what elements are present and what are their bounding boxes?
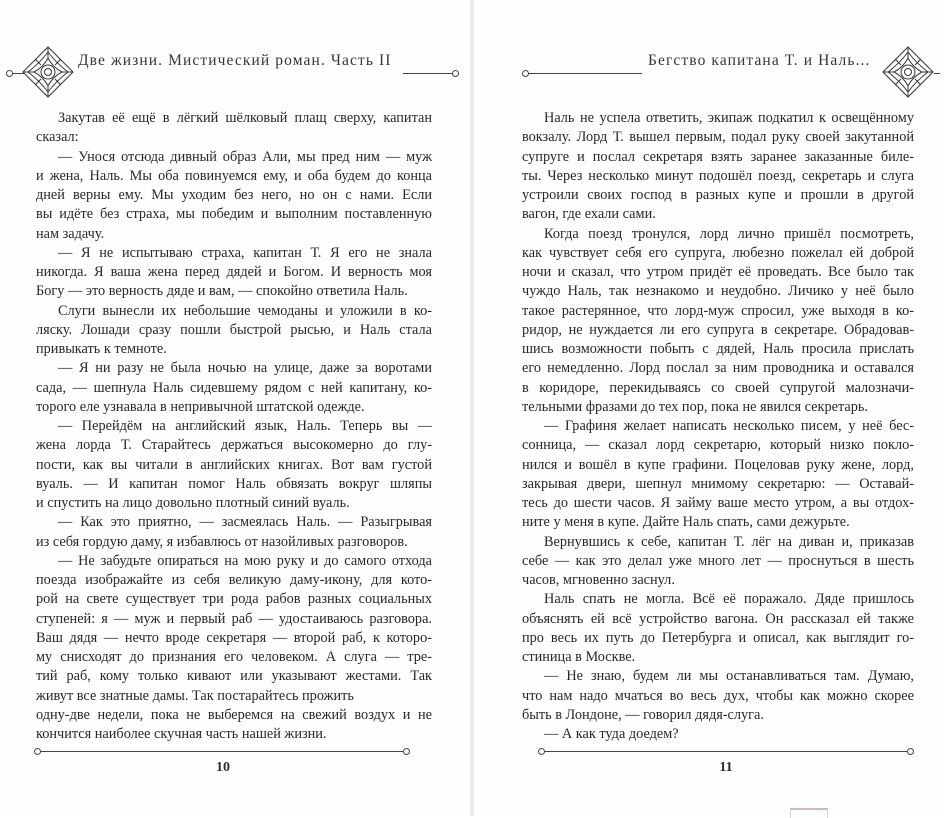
text-line: жена лорда Т. Старайтесь держаться высокомерно до глу- bbox=[36, 437, 432, 454]
text-line: нился и вошёл в купе графини. Поцеловав руку жене, лорд, bbox=[522, 456, 914, 473]
text-line: — Перейдём на английский язык, Наль. Теперь вы — bbox=[58, 418, 432, 434]
right-header-title: Бегство капитана Т. и Наль... bbox=[648, 52, 871, 69]
text-line: себе — как это делал уже много лет — проснуться в шесть bbox=[522, 552, 914, 569]
mandala-ornament-icon bbox=[20, 44, 76, 100]
text-line: Наль не успела ответить, экипаж подкатил к освещённому bbox=[544, 110, 914, 126]
text-line: ните у меня в купе. Дайте Наль спать, сами дежурьте. bbox=[522, 514, 850, 531]
left-body-text bbox=[36, 109, 432, 744]
text-line: Ваш дядя — нечто вроде секретаря — второй раб, к которо- bbox=[36, 629, 432, 646]
text-line: Богу — это верность дяде и вам, — спокойно ответила Наль. bbox=[36, 283, 408, 300]
footer-rule-end-dot bbox=[403, 748, 410, 755]
text-line: — Как это приятно, — засмеялась Наль. — Разыгрывая bbox=[58, 514, 432, 531]
text-line: ляску. Лошади сразу пошли быстрой рысью, и Наль стала bbox=[36, 321, 432, 338]
text-line: сказал: bbox=[36, 129, 79, 146]
text-line: часов, мгновенно заснул. bbox=[522, 572, 675, 588]
text-line: вы идёте без страха, мы победим и выполним поставленную bbox=[36, 206, 432, 223]
text-line: чуждо Наль, так незнакомо и неудобно. Личико у неё было bbox=[522, 283, 914, 300]
text-line: ридор, не нуждается ли его супруга в секретаре. Обрадовав- bbox=[522, 321, 914, 338]
left-page-number: 10 bbox=[216, 760, 230, 775]
text-line: кончится наиболее скучная часть нашей жизни. bbox=[36, 726, 327, 742]
text-line: объяснять ей всё устройство вагона. Он рассказал ей также bbox=[522, 610, 914, 627]
text-line: что нам надо мчаться во весь дух, чтобы как можно скорее bbox=[522, 687, 914, 704]
header-rule bbox=[403, 73, 453, 74]
text-line: Когда поезд тронулся, лорд лично пришёл посмотреть, bbox=[544, 225, 914, 242]
text-line: в коридоре, перекидываясь со своей супругой малозначи- bbox=[522, 379, 914, 396]
left-header-title: Две жизни. Мистический роман. Часть II bbox=[78, 52, 392, 69]
text-line: шись возможности побыть с дядей, Наль просила прислать bbox=[522, 341, 914, 357]
text-line: ночи и сказал, что утром придёт её проведать. Все было так bbox=[522, 264, 914, 280]
left-page bbox=[0, 0, 470, 816]
text-line: сонница, — сказал лорд секретарю, который низко покло- bbox=[522, 437, 914, 454]
text-line: — Я ни разу не была ночью на улице, даже за воротами bbox=[58, 360, 432, 377]
text-line: никогда. Я ваша жена перед дядей и Богом. И верность моя bbox=[36, 264, 432, 280]
text-line: быть в Лондоне, — говорил дядя-слуга. bbox=[522, 706, 764, 723]
text-line: му снисходят до признания его человеком. А слуга — тре- bbox=[36, 649, 432, 665]
text-line: нам задачу. bbox=[36, 225, 105, 242]
text-line: торого еле узнавала в непривычной штатской одежде. bbox=[36, 398, 365, 415]
text-line: про весь их путь до Петербурга и описал, как выглядит го- bbox=[522, 629, 914, 646]
text-line: закрывая двери, шепнул мнимому секретарю: — Оставай- bbox=[522, 475, 914, 492]
text-line: — Унося отсюда дивный образ Али, мы пред ним — муж bbox=[58, 148, 432, 165]
text-line: ты. Через несколько минут подошёл поезд, секретарь и слуга bbox=[522, 167, 914, 184]
right-running-header bbox=[474, 44, 944, 100]
text-line: как чувствует себя его супруга, любезно пожелал ей доброй bbox=[522, 244, 914, 261]
text-line: из себя гордую даму, я избавлюсь от назойливых разговоров. bbox=[36, 533, 408, 550]
text-line: привыкать к темноте. bbox=[36, 341, 167, 357]
text-line: тий раб, кому только кивают или указывают жестами. Так bbox=[36, 668, 432, 685]
text-line: тесь до шести часов. Я займу ваше место утром, а вы отдох- bbox=[522, 495, 914, 511]
text-line: стиница в Москве. bbox=[522, 649, 636, 665]
text-line: вуаль. — И капитан помог Наль обвязать вокруг шляпы bbox=[36, 475, 432, 492]
text-line: живут все знатные дамы. Так постарайтесь прожить bbox=[36, 687, 354, 704]
right-body-text bbox=[522, 109, 914, 744]
text-line: устроили своих господ в разных купе и прошли в другой bbox=[522, 187, 914, 203]
text-line: тельными фразами до тех пор, пока не явился секретарь. bbox=[522, 398, 868, 415]
text-line: Закутав её ещё в лёгкий шёлковый плащ сверху, капитан bbox=[58, 110, 432, 126]
page-edge-mark bbox=[790, 808, 828, 818]
text-line: — А как туда доедем? bbox=[544, 726, 679, 742]
header-rule bbox=[528, 73, 642, 74]
text-line: сада, — шепнула Наль сидевшему рядом с ней капитану, ко- bbox=[36, 379, 432, 396]
right-footer bbox=[474, 740, 944, 780]
right-page-number: 11 bbox=[719, 760, 733, 775]
text-line: ступеней: я — муж и первый раб — удостаиваюсь разговора. bbox=[36, 610, 432, 627]
text-line: вокзалу. Лорд Т. вышел первым, подал руку своей закутанной bbox=[522, 129, 914, 146]
right-page bbox=[474, 0, 944, 816]
header-rule bbox=[934, 73, 940, 74]
text-line: его немедленно. Лорд послал за ним проводника и оставался bbox=[522, 360, 914, 377]
text-line: супруге и послал секретаря взять заранее заказанные биле- bbox=[522, 148, 914, 165]
header-rule-end-dot bbox=[452, 70, 459, 77]
footer-rule bbox=[40, 751, 404, 752]
left-running-header bbox=[0, 44, 470, 100]
text-line: — Я не испытываю страха, капитан Т. Я его не знала bbox=[58, 244, 432, 261]
text-line: и спустить на лицо довольно плотный синий вуаль. bbox=[36, 495, 350, 511]
text-line: Наль спать не могла. Всё её поражало. Дяде пришлось bbox=[544, 591, 914, 608]
text-line: — Не забудьте опираться на мою руку и до самого отхода bbox=[58, 552, 432, 569]
mandala-ornament-icon bbox=[880, 44, 936, 100]
footer-rule bbox=[544, 751, 908, 752]
text-line: Слуги вынесли их небольшие чемоданы и уложили в ко- bbox=[58, 302, 432, 319]
text-line: рой на свете существует три рода рабов разных социальных bbox=[36, 591, 432, 608]
left-footer bbox=[0, 740, 470, 780]
text-line: Вернувшись к себе, капитан Т. лёг на диван и, приказав bbox=[544, 533, 914, 550]
text-line: такое растерянное, что лорд-муж спросил, уже выходя в ко- bbox=[522, 302, 914, 319]
text-line: поезда изображайте из себя великую даму-икону, для кото- bbox=[36, 572, 432, 588]
text-line: дней верны ему. Мы уходим без него, но он с нами. Если bbox=[36, 187, 432, 203]
footer-rule-end-dot bbox=[907, 748, 914, 755]
text-line: — Не знаю, будем ли мы останавливаться там. Думаю, bbox=[544, 668, 914, 685]
text-line: вагон, где ехали сами. bbox=[522, 206, 656, 223]
text-line: и жена, Наль. Мы оба повинуемся ему, и оба будем до конца bbox=[36, 167, 432, 184]
text-line: одну-две недели, пока не выберемся на свежий воздух и не bbox=[36, 706, 432, 723]
text-line: — Графиня желает написать несколько писем, у неё бес- bbox=[544, 418, 914, 434]
text-line: пости, как вы читали в английских книгах. Вот вам густой bbox=[36, 456, 432, 473]
